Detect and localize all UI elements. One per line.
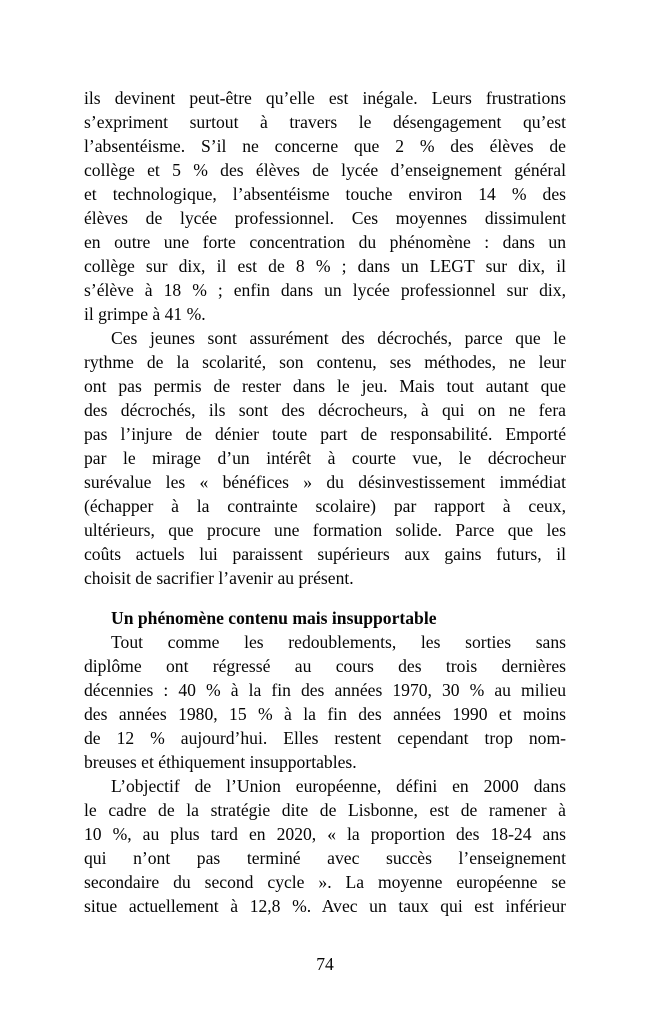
text-line: par le mirage d’un intérêt à courte vue, le décrocheur	[84, 448, 566, 468]
text-line: décennies : 40 % à la fin des années 1970, 30 % au milieu	[84, 680, 566, 700]
text-line: choisit de sacrifier l’avenir au présent.	[84, 568, 354, 588]
text-line: situe actuellement à 12,8 %. Avec un taux qui est inférieur	[84, 896, 566, 916]
text-line: rythme de la scolarité, son contenu, ses méthodes, ne leur	[84, 352, 566, 372]
text-line: l’absentéisme. S’il ne concerne que 2 % des élèves de	[84, 136, 566, 156]
paragraph-decrocheurs	[84, 326, 566, 590]
text-line: s’expriment surtout à travers le désengagement qu’est	[84, 112, 566, 132]
text-line: de 12 % aujourd’hui. Elles restent cependant trop nom-	[84, 728, 566, 748]
text-line: des décrochés, ils sont des décrocheurs, à qui on ne fera	[84, 400, 566, 420]
text-line: il grimpe à 41 %.	[84, 304, 206, 324]
text-line: élèves de lycée professionnel. Ces moyennes dissimulent	[84, 208, 566, 228]
text-line: ultérieurs, que procure une formation solide. Parce que les	[84, 520, 566, 540]
text-line: en outre une forte concentration du phénomène : dans un	[84, 232, 566, 252]
paragraph-absenteisme	[84, 86, 566, 326]
section-heading: Un phénomène contenu mais insupportable	[111, 608, 437, 628]
text-line: (échapper à la contrainte scolaire) par rapport à ceux,	[84, 496, 566, 516]
paragraph-objectif-ue	[84, 774, 566, 918]
text-line: Ces jeunes sont assurément des décrochés, parce que le	[111, 328, 566, 348]
text-line: diplôme ont régressé au cours des trois dernières	[84, 656, 566, 676]
text-line: qui n’ont pas terminé avec succès l’enseignement	[84, 848, 566, 868]
text-line: et technologique, l’absentéisme touche environ 14 % des	[84, 184, 566, 204]
text-line: 10 %, au plus tard en 2020, « la proportion des 18-24 ans	[84, 824, 566, 844]
text-line: s’élève à 18 % ; enfin dans un lycée professionnel sur dix,	[84, 280, 566, 300]
text-line: des années 1980, 15 % à la fin des années 1990 et moins	[84, 704, 566, 724]
text-line: le cadre de la stratégie dite de Lisbonne, est de ramener à	[84, 800, 566, 820]
text-line: surévalue les « bénéfices » du désinvestissement immédiat	[84, 472, 566, 492]
text-line: secondaire du second cycle ». La moyenne européenne se	[84, 872, 566, 892]
paragraph-sorties-sans-diplome	[84, 630, 566, 774]
text-line: coûts actuels lui paraissent supérieurs aux gains futurs, il	[84, 544, 566, 564]
text-line: pas l’injure de dénier toute part de responsabilité. Emporté	[84, 424, 566, 444]
text-line: ils devinent peut-être qu’elle est inégale. Leurs frustrations	[84, 88, 566, 108]
text-line: ont pas permis de rester dans le jeu. Mais tout autant que	[84, 376, 566, 396]
text-line: L’objectif de l’Union européenne, défini en 2000 dans	[111, 776, 566, 796]
page-number: 74	[316, 954, 334, 974]
text-line: collège sur dix, il est de 8 % ; dans un LEGT sur dix, il	[84, 256, 566, 276]
text-block	[84, 86, 566, 918]
text-line: collège et 5 % des élèves de lycée d’enseignement général	[84, 160, 566, 180]
text-line: Tout comme les redoublements, les sorties sans	[111, 632, 566, 652]
text-line: breuses et éthiquement insupportables.	[84, 752, 357, 772]
